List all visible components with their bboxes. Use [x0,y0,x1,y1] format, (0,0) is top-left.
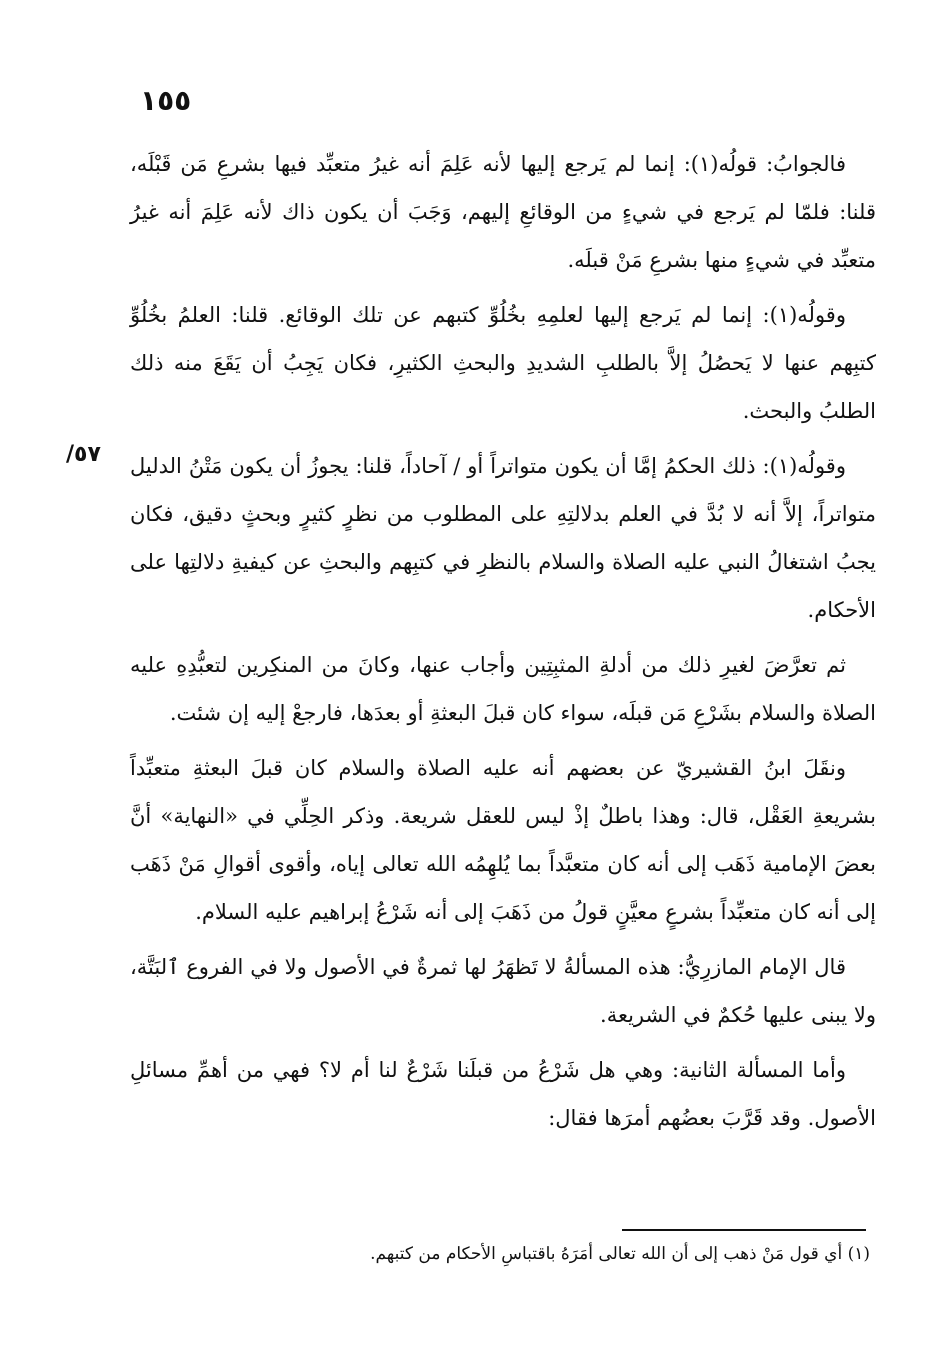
paragraph-7: وأما المسألة الثانية: وهي هل شَرْعُ من قبلَنا شَرْعٌ لنا أم لا؟ فهي من أهمِّ مسائلِ الأصول. وقد قَرَّبَ بعضُهم أمرَها فقال: [130,1058,876,1130]
paragraph-3: وقولُه(١): ذلك الحكمُ إمَّا أن يكون متواتراً أو / آحاداً، قلنا: يجوزُ أن يكون مَتْنُ الدليل متواتراً، إلاَّ أنه لا بُدَّ في العلم بدلالتِهِ على المطلوب من نظرٍ كثيرٍ وبحثٍ دقيق، فكان يجبُ اشتغالُ النبي عليه الصلاة والسلام بالنظرِ في كتبِهم والبحثِ عن كيفيةِ دلالتِها على الأحكام. [130,454,876,622]
paragraph-5: ونقَلَ ابنُ القشيريّ عن بعضهم أنه عليه الصلاة والسلام كان قبلَ البعثةِ متعبِّداً بشريعةِ العَقْل، قال: وهذا باطلٌ إذْ ليس للعقل شريعة. وذكر الحِلِّي في «النهاية» أنَّ بعضَ الإمامية ذَهَب إلى أنه كان متعبَّداً بما يُلهِمُه الله تعالى إياه، وأقوى أقوالِ مَنْ ذَهَب إلى أنه كان متعبِّداً بشرعٍ معيَّنٍ قولُ من ذَهَبَ إلى أنه شَرْعُ إبراهيم عليه السلام. [130,756,876,924]
body-text [130,140,876,1149]
paragraph-1: فالجوابُ: قولُه(١): إنما لم يَرجع إليها لأنه عَلِمَ أنه غيرُ متعبِّد فيها بشرعِ مَن قَبْلَه، قلنا: فلمّا لم يَرجع في شيءٍ من الوقائعِ إليهم، وَجَبَ أن يكون ذاك لأنه عَلِمَ أنه غيرُ متعبِّد في شيءٍ منها بشرعِ مَنْ قبلَه. [130,152,876,272]
footnote: (١) أي قول مَنْ ذهب إلى أن الله تعالى أمَرَهُ باقتباسِ الأحكام من كتبهم. [370,1244,870,1264]
paragraph-2: وقولُه(١): إنما لم يَرجع إليها لعلمِهِ بخُلُوِّ كتبهم عن تلك الوقائع. قلنا: العلمُ بخُلُوِّ كتبِهم عنها لا يَحصُلُ إلاَّ بالطلبِ الشديدِ والبحثِ الكثيرِ، فكان يَجِبُ أن يَقَعَ منه ذلك الطلبُ والبحث. [130,303,876,423]
page-number: ١٥٥ [140,84,192,117]
margin-page-marker: ٥٧/ [66,442,101,467]
footnote-divider [622,1229,866,1231]
paragraph-4: ثم تعرَّضَ لغيرِ ذلك من أدلةِ المثبِتِين وأجاب عنها، وكانَ من المنكِرين لتعبُّدِهِ عليه الصلاة والسلام بشَرْعِ مَن قبلَه، سواء كان قبلَ البعثةِ أو بعدَها، فارجعْ إليه إن شئت. [130,653,876,725]
paragraph-6: قال الإمام المازرِيُّ: هذه المسألةُ لا تَظهَرُ لها ثمرةٌ في الأصول ولا في الفروع ٱلبَتَّة، ولا يبنى عليها حُكمٌ في الشريعة. [130,955,876,1027]
